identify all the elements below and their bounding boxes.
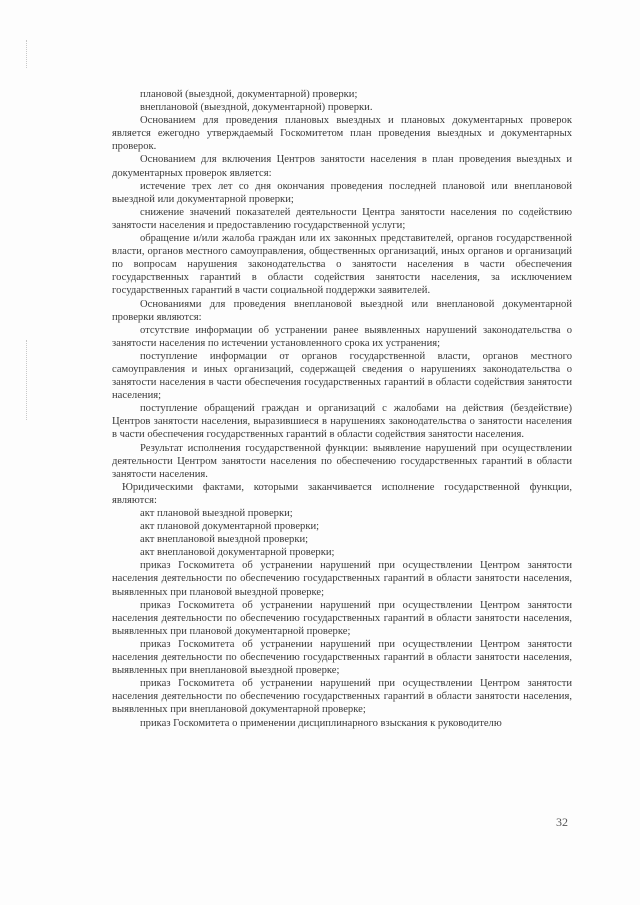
paragraph: приказ Госкомитета об устранении нарушений при осуществлении Центром занятости населения деятельности по обеспечению государственных гарантий в области занятости населения, выявленных при внеплановой документарной проверке; bbox=[112, 678, 572, 716]
paragraph: истечение трех лет со дня окончания проведения последней плановой или внеплановой выездной или документарной проверки; bbox=[112, 180, 572, 205]
paragraph: приказ Госкомитета о применении дисциплинарного взыскания к руководителю bbox=[140, 717, 502, 729]
paragraph: Юридическими фактами, которыми заканчивается исполнение государственной функции, являются: bbox=[112, 481, 572, 506]
page-number: 32 bbox=[556, 815, 568, 829]
paragraph: поступление обращений граждан и организаций с жалобами на действия (бездействие) Центров занятости населения, выразившиеся в нарушениях законодательства о занятости населения в части обеспечения государственных гарантий в области содействия занятости населения. bbox=[112, 403, 572, 441]
paragraph: акт плановой выездной проверки; bbox=[140, 508, 293, 519]
paragraph: приказ Госкомитета об устранении нарушений при осуществлении Центром занятости населения деятельности по обеспечению государственных гарантий в области занятости населения, выявленных при плановой документарной проверке; bbox=[112, 599, 572, 637]
paragraph: приказ Госкомитета об устранении нарушений при осуществлении Центром занятости населения деятельности по обеспечению государственных гарантий в области занятости населения, выявленных при внеплановой выездной проверке; bbox=[112, 638, 572, 677]
margin-scan-mark bbox=[26, 340, 28, 420]
paragraph: Основанием для включения Центров занятости населения в план проведения выездных и документарных проверок является: bbox=[112, 154, 572, 179]
paragraph: акт внеплановой выездной проверки; bbox=[140, 534, 309, 546]
paragraph: акт плановой документарной проверки; bbox=[140, 521, 320, 533]
paragraph: плановой (выездной, документарной) проверки; bbox=[140, 89, 358, 100]
paragraph: Результат исполнения государственной функции: выявление нарушений при осуществлении деятельности Центром занятости населения по обеспечению государственных гарантий в области занятости населения. bbox=[112, 442, 572, 480]
paragraph: приказ Госкомитета об устранении нарушений при осуществлении Центром занятости населения деятельности по обеспечению государственных гарантий в области занятости населения, выявленных при плановой выездной проверке; bbox=[112, 560, 572, 598]
margin-scan-mark bbox=[26, 40, 28, 68]
paragraph: снижение значений показателей деятельности Центра занятости населения по содействию занятости населения и предоставлению государственной услуги; bbox=[112, 206, 572, 231]
paragraph: обращение и/или жалоба граждан или их законных представителей, органов государственной власти, органов местного самоуправления, общественных организаций, иных органов и организаций по вопросам нарушения законодательства о занятости населения в части обеспечения государственных гарантий в области содействия занятости населения, за исключением государственных гарантий в части социальной поддержки заявителей. bbox=[112, 233, 572, 297]
paragraph: Основанием для проведения плановых выездных и плановых документарных проверок является ежегодно утверждаемый Госкомитетом план проведения выездных и документарных проверок. bbox=[112, 115, 572, 153]
paragraph: внеплановой (выездной, документарной) проверки. bbox=[140, 102, 373, 114]
paragraph: акт внеплановой документарной проверки; bbox=[140, 547, 335, 559]
paragraph: поступление информации от органов государственной власти, органов местного самоуправления и иных организаций, содержащей сведения о нарушениях законодательства о занятости населения в части обеспечения государственных гарантий в области содействия занятости населения; bbox=[112, 350, 572, 402]
document-body bbox=[112, 88, 572, 730]
paragraph: Основаниями для проведения внеплановой выездной или внеплановой документарной проверки являются: bbox=[112, 298, 572, 323]
paragraph: отсутствие информации об устранении ранее выявленных нарушений законодательства о занятости населения по истечении установленного срока их устранения; bbox=[112, 324, 572, 349]
